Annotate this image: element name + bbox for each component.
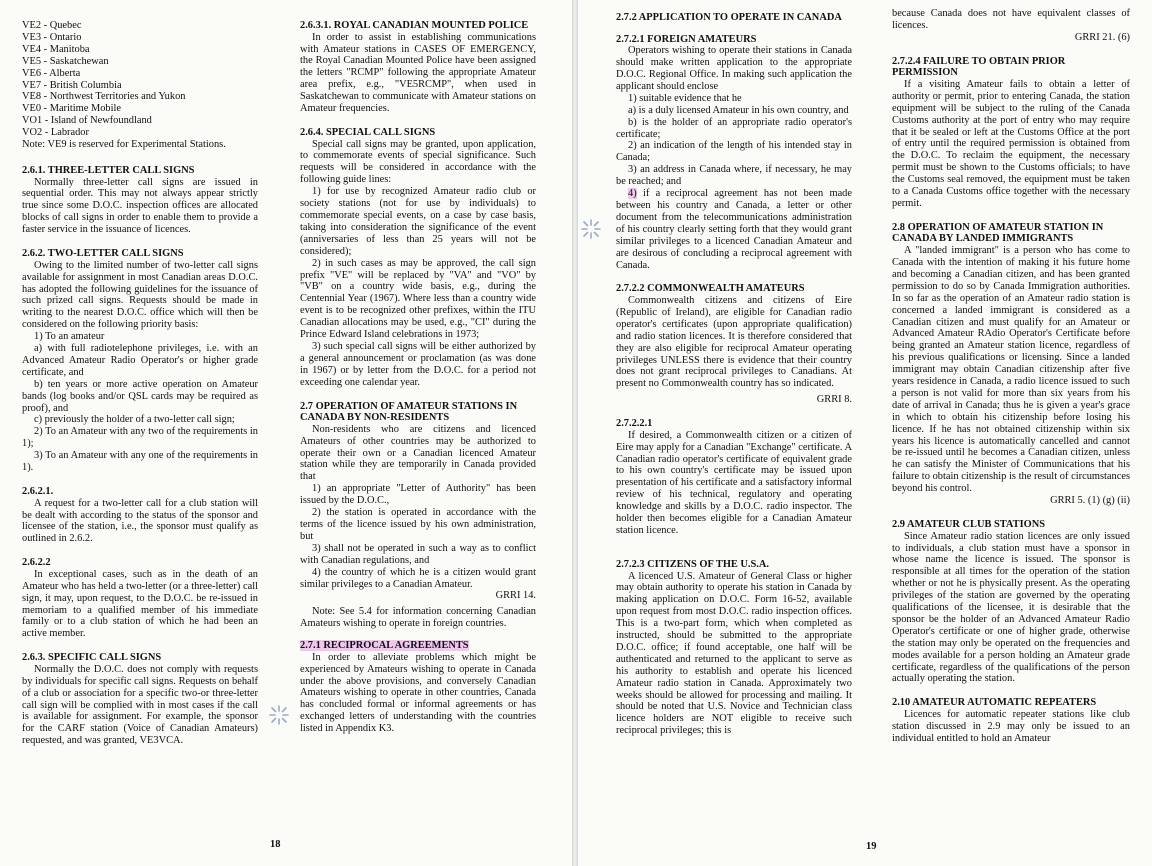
section-paragraph: Operators wishing to operate their stations in Canada should make written application to the appropriate D.O.C. Regional Office. In making such application the applicant should enclose [616,45,852,92]
highlighted-item-number[interactable]: 4) [628,188,637,200]
list-item: 2) an indication of the length of his intended stay in Canada; [616,140,852,164]
province-item: VE6 - Alberta [22,67,81,79]
cursor-sparkle-icon [268,704,290,726]
section-paragraph: Since Amateur radio station licences are only issued to individuals, a club station must have a sponsor in whose name the licence is issued. The sponsor is responsible at all times for the operation of the station whether or not he is physically present. As the operating privileges of the station are governed by the operating qualifications of the licensee, it is desirable that the sponsor be the holder of an Advanced Amateur Radio Operator's certificate or one of higher grade, otherwise the station may only be operated on the frequencies and modes available for a person holding an Amateur grade certificate, regardless of the qualifications of the person actually operating the station. [892,530,1130,685]
province-item: VE8 - Northwest Territories and Yukon [22,91,186,103]
reference: GRRI 5. (1) (g) (ii) [1050,495,1130,507]
section-heading: 2.7 OPERATION OF AMATEUR STATIONS IN CANADA BY NON-RESIDENTS [300,400,518,424]
province-item: VE2 - Quebec [22,20,82,31]
section-paragraph: If desired, a Commonwealth citizen or a citizen of Eire may apply for a Canadian "Exchange" certificate. A Canadian radio operator's certificate of equivalent grade to his own country's certificate may be issued upon presentation of his certificate and a satisfactory informal review of his technical, regulatory and operating knowledge and skills by a D.O.C. radio inspector. The holder then becomes eligible for a Canadian Amateur station licence. [616,429,852,536]
province-item: VE7 - British Columbia [22,79,122,91]
list-item: 3) To an Amateur with any one of the requirements in 1). [22,450,258,474]
list-item: 3) shall not be operated in such a way as to conflict with Canadian regulations, and [300,542,536,566]
list-item: 2) the station is operated in accordance with the terms of the licence issued by his own administration, but [300,507,536,542]
list-item: 4) the country of which he is a citizen would grant similar privileges to a Canadian Amateur. [300,566,536,590]
section-heading: 2.7.2.3 CITIZENS OF THE U.S.A. [616,558,770,570]
section-heading: 2.7.2.4 FAILURE TO OBTAIN PRIOR PERMISSION [892,55,1066,79]
section-heading: 2.6.3. SPECIFIC CALL SIGNS [22,652,162,664]
list-item: 1) suitable evidence that he [628,92,742,104]
section-paragraph: In order to alleviate problems which might be experienced by Amateurs wishing to operate in Canada under the above provisions, and conversely Canadian Amateurs wishing to operate in other countries, Canada has concluded formal or informal agreements or has exchanged letters of understanding with the countries listed in Appendix K3. [300,651,536,735]
province-item: VE5 - Saskatchewan [22,55,109,67]
list-item: b) ten years or more active operation on Amateur bands (log books and/or QSL cards may be required as proof), and [22,378,258,414]
section-paragraph: Commonwealth citizens and citizens of Eire (Republic of Ireland), are eligible for Canadian radio operator's certificates (upon appropriate qualification) and radio station licences. It is therefore considered that they are also eligible for reciprocal Amateur operating privileges UNLESS there is evidence that their country does not grant reciprocal privileges to Canadians. At present no Commonwealth country has so indicated. [616,295,852,390]
section-heading: 2.6.2.2 [22,557,51,569]
section-paragraph: Normally three-letter call signs are issued in sequential order. This may not always appear strictly true since some D.O.C. inspection offices are allocated blocks of call signs in order to enable them to provide a faster service in the issuance of licences. [22,176,258,236]
page-number: 18 [270,839,281,850]
section-paragraph: A request for a two-letter call for a club station will be dealt with according to the status of the sponsor and licensee of the station, i.e., the sponsor must qualify as outlined in 2.6.2. [22,497,258,545]
reference: GRRI 14. [495,590,536,602]
reference: GRRI 21. (6) [1074,31,1130,43]
section-paragraph: Normally the D.O.C. does not comply with requests by individuals for specific call signs. Requests on behalf of a club or association for a specific two-or three-letter call sign will be complied with in most cases if the call is available for assignment. For example, the sponsor for the CARF station (Voice of Canadian Amateurs) requested, and was granted, VE3VCA. [22,663,258,747]
section-paragraph: Owing to the limited number of two-letter call signs available for assignment in most Canadian areas D.O.C. has adopted the following guidelines for the issuance of such prized call signs. Requests should be made in writing to the nearest D.O.C. office which will then be considered on the following priority basis: [22,259,258,331]
section-heading: 2.6.2.1. [22,486,54,497]
section-paragraph: In order to assist in establishing communications with Amateur stations in CASES OF EMERGENCY, the Royal Canadian Mounted Police have been assigned the letters "RCMP" following the appropriate Amateur area prefix, e.g., "VE5RCMP", when used in Saskatchewan to communicate with Amateur stations on Amateur frequencies. [300,31,536,115]
section-heading: 2.6.2. TWO-LETTER CALL SIGNS [22,248,184,260]
highlighted-heading[interactable]: 2.7.1 RECIPROCAL AGREEMENTS [300,640,469,652]
province-item: VE0 - Maritime Mobile [22,103,121,115]
section-paragraph: A licenced U.S. Amateur of General Class or higher may obtain authority to operate his station in Canada by making application on D.O.C. Form 16-52, available upon request from most D.O.C. radio inspection offices. This is a two-part form, which when completed as instructed, should be submitted to the appropriate D.O.C. office; if found acceptable, one half will be authenticated and returned to the applicant to serve as his authority to establish and operate his licenced Amateur radio station in Canada. Approximately two weeks should be allowed for processing and mailing. It should be noted that U.S. Novice and Technician class licence holders are NOT eligible to receive such reciprocal privileges; this is [616,570,852,737]
note-text: Note: See 5.4 for information concerning Canadian Amateurs wishing to operate in foreign countries. [300,606,536,630]
list-item: a) is a duly licensed Amateur in his own country, and [628,104,849,116]
section-paragraph: Special call signs may be granted, upon application, to commemorate events of special significance. Such requests will be considered in accordance with the following guide lines: [300,138,536,186]
section-paragraph: In exceptional cases, such as in the death of an Amateur who has held a two-letter (or a three-letter) call sign, it may, upon request, to the D.O.C. be re-issued in memoriam to a qualified member of his immediate family or to a club station of which he had been an active member. [22,568,258,640]
section-heading: 2.7.2.1 FOREIGN AMATEURS [616,33,757,45]
section-heading: 2.6.4. SPECIAL CALL SIGNS [300,126,436,138]
section-heading: 2.10 AMATEUR AUTOMATIC REPEATERS [892,697,1097,709]
list-item: 3) such special call signs will be either authorized by a general announcement or proclamation (as was done in 1967) or by letter from the D.O.C. for a period not exceeding one calendar year. [300,340,536,388]
page-number: 19 [866,841,877,852]
list-item: b) is the holder of an appropriate radio operator's certificate; [616,116,852,140]
province-item: VE4 - Manitoba [22,43,90,55]
right-page [578,0,1152,866]
province-list [22,20,258,151]
section-paragraph: Licences for automatic repeater stations like club station discussed in 2.9 may only be issued to an individual entitled to hold an Amateur [892,708,1130,744]
section-heading: 2.9 AMATEUR CLUB STATIONS [892,519,1045,530]
list-item: 1) To an amateur [34,331,105,343]
list-item: 1) for use by recognized Amateur radio club or society stations (not for use by individuals) to commemorate special events, on a case by case basis, taking into consideration the significance of the event (anniversaries of less than 25 years will not be considered); [300,186,536,257]
section-paragraph: A "landed immigrant" is a person who has come to Canada with the intention of making it his future home and becoming a Canadian citizen, and has been granted permission to do so by Canada Immigration authorities. In so far as the operation of an Amateur radio station is concerned a landed immigrant is considered as a Canadian citizen and must qualify for an Amateur or Advanced Amateur RAdio Operator's Certificate before being granted an Amateur station licence, regardless of his previous qualifications or licensing. Since a landed immigrant may obtain Canadian citizenship after five years residence in Canada, a radio licence issued to such a person is not valid for more than six years from his date of arrival in Canada; thus he is given a year's grace in which to obtain his citizenship before losing his licence. If he has not obtained citizenship within six years his licence is automatically cancelled and cannot be re-issued until he becomes a Canadian citizen, unless he can satisfy the Minister of Communications that his failure to obtain citizenship is the result of circumstances beyond his control. [892,245,1130,495]
section-heading: 2.7.2 APPLICATION TO OPERATE IN CANADA [616,12,842,23]
province-item: VE3 - Ontario [22,31,82,43]
list-item: a) with full radiotelephone privileges, i.e. with an Advanced Amateur Radio Operator's or higher grade certificate, and [22,343,258,378]
left-page [0,0,572,866]
note-text: Note: VE9 is reserved for Experimental Stations. [22,139,226,151]
left-col-2 [300,20,536,735]
province-item: VO1 - Island of Newfoundland [22,115,152,127]
right-col-2 [892,8,1130,745]
left-col-1 [22,20,258,747]
province-item: VO2 - Labrador [22,127,89,139]
section-heading: 2.8 OPERATION OF AMATEUR STATION IN CANADA BY LANDED IMMIGRANTS [892,221,1104,245]
right-col-1 [616,12,852,737]
list-item: 2) in such cases as may be approved, the call sign prefix "VE" will be replaced by "VA" and "VO" by "VB" on a country wide basis, e.g., during the Centennial Year (1967). Where less than a country wide event is to be recognized other prefixes, within the ITU Canadian allocations may be used, e.g., "CI" during the Prince Edward Island celebrations in 1973; [300,257,536,341]
list-item-text: if a reciprocal agreement has not been made between his country and Canada, a letter or other document from the telecommunications administration of his country clearly setting forth that they would grant similar privileges to a licenced Canadian Amateur and are desirous of concluding a reciprocal agreement with Canada. [616,188,852,271]
list-item: 1) an appropriate "Letter of Authority" has been issued by the D.O.C., [300,483,536,507]
continued-paragraph: because Canada does not have equivalent classes of licences. [892,8,1130,31]
list-item: 3) an address in Canada where, if necessary, he may be reached; and [616,164,852,188]
cursor-sparkle-icon [580,218,602,240]
section-heading [300,640,536,652]
list-item: c) previously the holder of a two-letter call sign; [34,414,235,426]
section-paragraph: If a visiting Amateur fails to obtain a letter of authority or permit, prior to entering Canada, the station equipment will be subject to the ruling of the Canada Customs authority at the port of entry who may require that it be sealed or left at the Customs Office at the port of entry until the required permission is obtained from the D.O.C. To reclaim the equipment, the necessary permit must be shown to the Customs officials; to have the Customs seal removed, the equipment must be taken to a Canada Customs office together with the necessary permit. [892,78,1130,209]
list-item [616,188,852,271]
section-heading: 2.7.2.2.1 [616,418,653,430]
reference: GRRI 8. [816,394,852,406]
section-heading: 2.6.3.1. ROYAL CANADIAN MOUNTED POLICE [300,20,529,31]
section-heading: 2.7.2.2 COMMONWEALTH AMATEURS [616,283,805,295]
list-item: 2) To an Amateur with any two of the requirements in 1); [22,426,258,450]
section-paragraph: Non-residents who are citizens and licenced Amateurs of other countries may be authorized to operate their own or a Canadian licenced Amateur station while they are temporarily in Canada provided that [300,423,536,483]
section-heading: 2.6.1. THREE-LETTER CALL SIGNS [22,164,195,176]
